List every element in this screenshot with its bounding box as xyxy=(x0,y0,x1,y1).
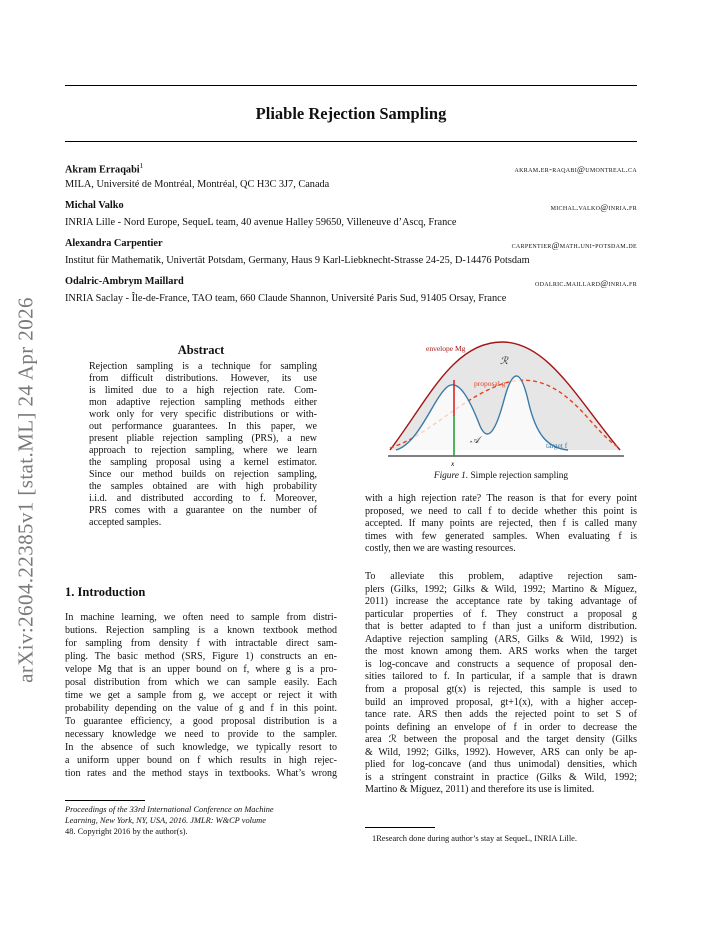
title-top-rule xyxy=(65,85,637,86)
text-line: that is better adapted to f than just a uniform distribution. xyxy=(365,621,637,633)
text-line: pling. The basic method (SRS, Figure 1) constructs an en- xyxy=(65,651,337,662)
text-line: from a proposal gt(x) is rejected, this sample is used to xyxy=(365,683,637,695)
text-line: butions. Rejection sampling is a known textbook method xyxy=(65,625,337,636)
author-affiliation-1: MILA, Université de Montréal, Montréal, QC H3C 3J7, Canada xyxy=(65,179,330,190)
text-line: time we get a sample from g, we accept or reject it with xyxy=(65,690,337,701)
author-name-1: Akram Erraqabi$^1$ xyxy=(65,162,144,176)
text-line: posal distribution from which we can sample easily. Each xyxy=(65,677,337,688)
author-affiliation-4: INRIA Saclay - Île-de-France, TAO team, 660 Claude Shannon, Université Paris Sud, 91405 Orsay, France xyxy=(65,293,507,304)
text-line: approach to rejection sampling, where we learn xyxy=(89,445,317,456)
author-email-1: akram.er-raqabi@umontreal.ca xyxy=(514,164,637,174)
text-line: Rejection sampling is a technique for sampling xyxy=(89,361,317,372)
text-line: sities tailored to f. In particular, if a sample that is drawn xyxy=(365,671,637,683)
author-affiliation-3: Institut für Mathematik, Univertät Potsdam, Germany, Haus 9 Karl-Liebknecht-Strasse 24-25, D-14476 Potsdam xyxy=(65,255,530,266)
proceedings-line: Learning, New York, NY, USA, 2016. JMLR: W&CP volume xyxy=(65,816,266,825)
text-line: is limited due to a high rejection rate. Com- xyxy=(89,385,317,396)
text-line: mon adaptive rejection sampling methods either xyxy=(89,397,317,408)
author-name-4: Odalric-Ambrym Maillard xyxy=(65,276,184,287)
text-line: points defining an envelope of f in order to decrease the xyxy=(365,721,637,733)
arxiv-stamp xyxy=(6,297,46,683)
text-line: plers (Gilks, 1992; Gilks & Wild, 1992; Martino & Míguez, xyxy=(365,583,637,595)
arxiv-stamp-text: arXiv:2604.22385v1 [stat.ML] 24 Apr 2026 xyxy=(13,297,38,683)
text-line: the most known among them. ARS works when the target xyxy=(365,646,637,658)
text-line: the samples obtained are with high probability xyxy=(89,481,317,492)
text-line: probability depending on the value of g and f in this point. xyxy=(65,703,337,714)
text-line: necessary knowledge we need to provide to the sampler. xyxy=(65,729,337,740)
text-line: proposed, we need to call f to decide whether this point is xyxy=(365,505,637,517)
text-line: & Wild, 1992; Gilks, 1992). However, ARS can only be ap- xyxy=(365,746,637,758)
paper-title: Pliable Rejection Sampling xyxy=(255,104,447,123)
text-line: To guarantee efficiency, a good proposal distribution is a xyxy=(65,716,337,727)
text-line: In the absence of such knowledge, we typically resort to xyxy=(65,742,337,753)
text-line: a uniform upper bound on f which results in high rejec- xyxy=(65,755,337,766)
text-line: times with few generated samples. When evaluating f is xyxy=(365,530,637,542)
text-line: costly, then we are wasting resources. xyxy=(365,543,516,554)
proposal-label: proposal g xyxy=(474,379,506,388)
text-line: is a stringent constraint in practice (Gilks & Wild, 1992; xyxy=(365,771,637,783)
text-line: velope Mg that is an upper bound on f, where g is a pro- xyxy=(65,664,337,675)
text-line: 2011) increase the acceptance rate by taking advantage of xyxy=(365,596,637,608)
text-line: In machine learning, we often need to sample from distri- xyxy=(65,612,337,623)
text-line: out performance guarantees. In this paper, we xyxy=(89,421,317,432)
introduction-heading: 1. Introduction xyxy=(65,585,146,599)
author-name-2: Michal Valko xyxy=(65,200,124,211)
text-line: from difficult distributions. However, its use xyxy=(89,373,317,384)
author-name-3: Alexandra Carpentier xyxy=(65,238,163,249)
text-line: Martino & Míguez, 2011) and therefore its use is limited. xyxy=(365,784,595,796)
text-line: accepted samples. xyxy=(89,517,162,528)
text-line: plied for log-concave (and thus unimodal) densities, which xyxy=(365,759,637,771)
text-line: Since our method builds on rejection sampling, xyxy=(89,469,317,480)
text-line: is log-concave and constructs a sequence of proposal den- xyxy=(365,658,637,670)
text-line: build an improved proposal, gt+1(x), with a higher accep- xyxy=(365,696,637,708)
text-line: particular properties of f. They construct a proposal g xyxy=(365,608,637,620)
text-line: area ℛ between the proposal and the target density (Gilks xyxy=(365,734,637,746)
footnote-rule xyxy=(65,800,145,801)
target-label: target f xyxy=(546,441,568,450)
text-line: accepted. If many points are rejected, then f is called many xyxy=(365,518,637,529)
author-email-2: michal.valko@inria.fr xyxy=(550,202,637,212)
text-line: work only for very specific distributions or with- xyxy=(89,409,317,420)
text-line: To alleviate this problem, adaptive rejection sam- xyxy=(365,571,637,582)
author-affiliation-2: INRIA Lille - Nord Europe, SequeL team, 40 avenue Halley 59650, Villeneuve d’Ascq, France xyxy=(65,217,457,228)
region-a-label: 𝒜 xyxy=(470,435,480,446)
text-line: PRS comes with a guarantee on the number of xyxy=(89,505,317,516)
figure-1-diagram xyxy=(388,340,624,468)
x-tick-label: x xyxy=(451,459,455,468)
text-line: the sampling proposal using a kernel estimator. xyxy=(89,457,317,468)
envelope-label: envelope Mg xyxy=(426,344,466,353)
title-bottom-rule xyxy=(65,141,637,142)
text-line: with a high rejection rate? The reason is that for every point xyxy=(365,493,637,504)
text-line: Adaptive rejection sampling (ARS, Gilks & Wild, 1992) is xyxy=(365,633,637,645)
figure-caption: Figure 1. Simple rejection sampling xyxy=(433,471,569,481)
author-footnote: 1Research done during author’s stay at SequeL, INRIA Lille. xyxy=(372,834,577,843)
text-line: tance rate. ARS then adds the rejected point to set S of xyxy=(365,709,637,721)
author-email-4: odalric.maillard@inria.fr xyxy=(534,278,637,288)
text-line: i.i.d. and distributed according to f. Moreover, xyxy=(89,493,317,504)
region-r-label: ℛ xyxy=(500,356,508,367)
text-line: tion rates and the method stays in textbooks. What’s wrong xyxy=(65,768,337,779)
text-line: for sampling from density f with intractable direct sam- xyxy=(65,638,337,649)
author-email-3: carpentier@math.uni-potsdam.de xyxy=(511,240,637,250)
proceedings-line: 48. Copyright 2016 by the author(s). xyxy=(65,827,188,836)
proceedings-line: Proceedings of the 33rd International Conference on Machine xyxy=(65,805,274,814)
abstract-heading: Abstract xyxy=(177,343,225,357)
author-footnote-mark[interactable]: 1 xyxy=(139,162,144,170)
right-footnote-rule xyxy=(365,827,435,828)
text-line: present pliable rejection sampling (PRS), a new xyxy=(89,433,317,444)
